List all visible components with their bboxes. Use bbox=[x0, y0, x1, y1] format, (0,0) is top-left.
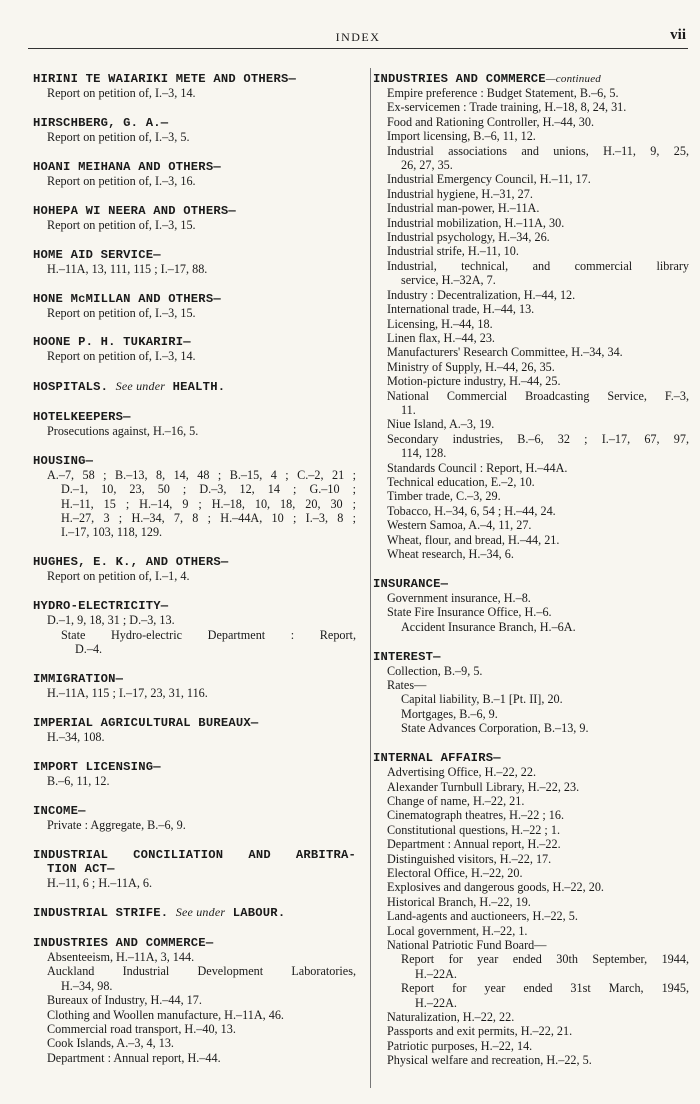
entry-heading: INSURANCE— bbox=[373, 576, 449, 591]
index-entry bbox=[33, 454, 356, 540]
entry-subline: Manufacturers' Research Committee, H.–34, 34. bbox=[387, 345, 623, 360]
entry-subline: Report for year ended 30th September, 1944, bbox=[401, 952, 689, 967]
index-entry bbox=[33, 716, 356, 744]
continued-label: —continued bbox=[545, 73, 601, 85]
entry-subline: Report on petition of, I.–3, 14. bbox=[47, 86, 196, 100]
index-entry bbox=[373, 72, 689, 561]
index-entry bbox=[33, 204, 356, 232]
entry-subline: Absenteeism, H.–11A, 3, 144. bbox=[47, 949, 195, 964]
entry-subline: H.–11A, 115 ; I.–17, 23, 31, 116. bbox=[47, 685, 208, 700]
entry-subline: Niue Island, A.–3, 19. bbox=[387, 417, 495, 432]
index-entry bbox=[33, 410, 356, 438]
entry-subline: Alexander Turnbull Library, H.–22, 23. bbox=[387, 779, 580, 794]
entry-subline: International trade, H.–44, 13. bbox=[387, 302, 535, 317]
entry-subline: D.–1, 10, 23, 50 ; D.–3, 12, 14 ; G.–10 ; bbox=[61, 482, 356, 497]
index-entry bbox=[33, 292, 356, 320]
entry-subline: H.–22A. bbox=[415, 966, 457, 981]
entry-subline: Report on petition of, I.–1, 4. bbox=[47, 569, 190, 584]
index-entry bbox=[33, 335, 356, 363]
entry-heading-text: INDUSTRIAL STRIFE. bbox=[33, 906, 169, 921]
entry-subline: State Hydro-electric Department : Report, bbox=[61, 627, 356, 642]
entry-heading: HOTELKEEPERS— bbox=[33, 409, 131, 424]
entry-subline: Change of name, H.–22, 21. bbox=[387, 793, 525, 808]
entry-subline: Industry : Decentralization, H.–44, 12. bbox=[387, 287, 576, 302]
page-header bbox=[28, 26, 688, 49]
entry-subline: Import licensing, B.–6, 11, 12. bbox=[387, 129, 536, 144]
entry-subline: Historical Branch, H.–22, 19. bbox=[387, 894, 531, 909]
entry-subline: Report for year ended 31st March, 1945, bbox=[401, 981, 689, 996]
entry-subline: National Patriotic Fund Board— bbox=[387, 938, 547, 953]
see-under-label: See under bbox=[175, 905, 226, 920]
entry-heading: HYDRO-ELECTRICITY— bbox=[33, 599, 169, 614]
entry-subline: Empire preference : Budget Statement, B.–6, 5. bbox=[387, 86, 619, 100]
entry-heading: HOME AID SERVICE— bbox=[33, 247, 161, 262]
entry-subline: State Advances Corporation, B.–13, 9. bbox=[401, 721, 589, 736]
entry-heading: HIRSCHBERG, G. A.— bbox=[33, 115, 169, 130]
entry-heading: HOONE P. H. TUKARIRI— bbox=[33, 335, 191, 350]
entry-heading: IMPERIAL AGRICULTURAL BUREAUX— bbox=[33, 715, 259, 730]
entry-heading-continued: TION ACT— bbox=[47, 861, 115, 876]
index-entry bbox=[33, 248, 356, 276]
entry-subline: Industrial hygiene, H.–31, 27. bbox=[387, 186, 533, 201]
entry-heading: IMMIGRATION— bbox=[33, 671, 124, 686]
entry-subline: Local government, H.–22, 1. bbox=[387, 923, 528, 938]
entry-subline: Report on petition of, I.–3, 15. bbox=[47, 305, 196, 320]
entry-subline: Industrial man-power, H.–11A. bbox=[387, 201, 540, 216]
entry-subline: Capital liability, B.–1 [Pt. II], 20. bbox=[401, 692, 563, 707]
entry-subline: Industrial associations and unions, H.–11, 9, 25, bbox=[387, 143, 689, 158]
entry-subline: 11. bbox=[401, 402, 416, 417]
entry-heading: INDUSTRIES AND COMMERCE— bbox=[33, 935, 214, 950]
entry-subline: H.–34, 108. bbox=[47, 729, 105, 744]
entry-subline: Ministry of Supply, H.–44, 26, 35. bbox=[387, 359, 555, 374]
entry-heading-text: INDUSTRIES AND COMMERCE bbox=[373, 72, 546, 86]
entry-subline: Auckland Industrial Development Laboratories, bbox=[47, 964, 356, 979]
entry-subline: Report on petition of, I.–3, 16. bbox=[47, 173, 196, 188]
index-entry bbox=[373, 577, 689, 634]
entry-subline: Bureaux of Industry, H.–44, 17. bbox=[47, 993, 202, 1008]
index-entry bbox=[33, 848, 356, 890]
entry-subline: D.–4. bbox=[75, 642, 103, 656]
entry-subline: Tobacco, H.–34, 6, 54 ; H.–44, 24. bbox=[387, 503, 556, 518]
entry-heading: INDUSTRIAL CONCILIATION AND ARBITRA- bbox=[33, 847, 356, 862]
index-entry bbox=[33, 116, 356, 144]
entry-heading: HOHEPA WI NEERA AND OTHERS— bbox=[33, 203, 236, 218]
index-entry bbox=[33, 760, 356, 788]
entry-heading: HIRINI TE WAIARIKI METE AND OTHERS— bbox=[33, 72, 296, 86]
entry-subline: Industrial psychology, H.–34, 26. bbox=[387, 230, 550, 245]
entry-subline: Rates— bbox=[387, 678, 427, 693]
index-entry bbox=[33, 905, 356, 920]
entry-heading: INCOME— bbox=[33, 803, 86, 818]
entry-subline: H.–34, 98. bbox=[61, 978, 113, 993]
page-number: vii bbox=[670, 27, 686, 43]
entry-heading-text: HOSPITALS. bbox=[33, 380, 109, 395]
entry-subline: State Fire Insurance Office, H.–6. bbox=[387, 605, 552, 620]
entry-subline: B.–6, 11, 12. bbox=[47, 773, 110, 788]
entry-subline: Clothing and Woollen manufacture, H.–11A, 46. bbox=[47, 1007, 284, 1022]
entry-subline: Constitutional questions, H.–22 ; 1. bbox=[387, 822, 560, 837]
entry-subline: Physical welfare and recreation, H.–22, 5. bbox=[387, 1053, 592, 1068]
entry-subline: Industrial strife, H.–11, 10. bbox=[387, 244, 519, 259]
entry-subline: Commercial road transport, H.–40, 13. bbox=[47, 1021, 236, 1036]
entry-subline: Advertising Office, H.–22, 22. bbox=[387, 765, 537, 780]
entry-subline: Private : Aggregate, B.–6, 9. bbox=[47, 817, 186, 832]
entry-subline: Licensing, H.–44, 18. bbox=[387, 316, 493, 331]
entry-subline: Ex-servicemen : Trade training, H.–18, 8, 24, 31. bbox=[387, 100, 627, 115]
entry-subline: Secondary industries, B.–6, 32 ; I.–17, 67, 97, bbox=[387, 431, 689, 446]
entry-heading bbox=[33, 379, 356, 394]
index-entry bbox=[33, 379, 356, 394]
entry-subline: Patriotic purposes, H.–22, 14. bbox=[387, 1038, 533, 1053]
index-entry bbox=[33, 599, 356, 656]
entry-subline: Standards Council : Report, H.–44A. bbox=[387, 460, 568, 475]
entry-subline: Accident Insurance Branch, H.–6A. bbox=[401, 619, 576, 634]
entry-subline: H.–11, 6 ; H.–11A, 6. bbox=[47, 875, 153, 890]
cross-reference: HEALTH. bbox=[172, 380, 226, 395]
index-entry bbox=[33, 672, 356, 700]
index-entry bbox=[373, 751, 689, 1068]
entry-subline: Wheat research, H.–34, 6. bbox=[387, 547, 514, 561]
index-entry bbox=[33, 936, 356, 1065]
entry-subline: Passports and exit permits, H.–22, 21. bbox=[387, 1024, 573, 1039]
entry-subline: Naturalization, H.–22, 22. bbox=[387, 1010, 515, 1025]
index-entry bbox=[33, 160, 356, 188]
entry-subline: I.–17, 103, 118, 129. bbox=[61, 525, 163, 540]
entry-subline: Cook Islands, A.–3, 4, 13. bbox=[47, 1036, 174, 1051]
entry-subline: A.–7, 58 ; B.–13, 8, 14, 48 ; B.–15, 4 ; C.–2, 21 ; bbox=[47, 467, 356, 482]
entry-heading: INTEREST— bbox=[373, 649, 441, 664]
entry-subline: National Commercial Broadcasting Service, F.–3, bbox=[387, 388, 689, 403]
entry-subline: service, H.–32A, 7. bbox=[401, 273, 496, 288]
entry-subline: Report on petition of, I.–3, 15. bbox=[47, 217, 196, 232]
see-under-label: See under bbox=[115, 379, 166, 394]
entry-subline: Government insurance, H.–8. bbox=[387, 590, 531, 605]
entry-subline: Industrial, technical, and commercial library bbox=[387, 258, 689, 273]
entry-subline: Industrial Emergency Council, H.–11, 17. bbox=[387, 172, 591, 187]
entry-subline: Wheat, flour, and bread, H.–44, 21. bbox=[387, 532, 560, 547]
index-entry bbox=[33, 804, 356, 832]
entry-heading: IMPORT LICENSING— bbox=[33, 759, 161, 774]
entry-heading: INTERNAL AFFAIRS— bbox=[373, 751, 501, 766]
entry-heading: HOUSING— bbox=[33, 453, 94, 468]
entry-subline: Collection, B.–9, 5. bbox=[387, 663, 483, 678]
entry-subline: Prosecutions against, H.–16, 5. bbox=[47, 423, 199, 438]
index-column-left bbox=[33, 72, 356, 1081]
entry-heading: HUGHES, E. K., AND OTHERS— bbox=[33, 555, 229, 570]
entry-subline: H.–11A, 13, 111, 115 ; I.–17, 88. bbox=[47, 261, 208, 276]
entry-subline: H.–22A. bbox=[415, 995, 457, 1010]
cross-reference: LABOUR. bbox=[232, 906, 286, 921]
entry-subline: Cinematograph theatres, H.–22 ; 16. bbox=[387, 808, 565, 823]
entry-heading: HONE McMILLAN AND OTHERS— bbox=[33, 291, 221, 306]
entry-subline: Linen flax, H.–44, 23. bbox=[387, 330, 495, 345]
entry-subline: Department : Annual report, H.–44. bbox=[47, 1050, 221, 1065]
entry-subline: 114, 128. bbox=[401, 446, 447, 461]
entry-subline: Report on petition of, I.–3, 14. bbox=[47, 349, 196, 364]
index-entry bbox=[373, 650, 689, 736]
entry-heading: HOANI MEIHANA AND OTHERS— bbox=[33, 159, 221, 174]
index-entry bbox=[33, 555, 356, 583]
entry-subline: 26, 27, 35. bbox=[401, 158, 453, 173]
entry-subline: Distinguished visitors, H.–22, 17. bbox=[387, 851, 552, 866]
entry-subline: Technical education, E.–2, 10. bbox=[387, 474, 535, 489]
entry-heading bbox=[373, 72, 689, 86]
page-title: INDEX bbox=[335, 30, 381, 44]
entry-subline: Explosives and dangerous goods, H.–22, 20. bbox=[387, 880, 604, 895]
index-column-right bbox=[370, 68, 689, 1088]
entry-subline: Timber trade, C.–3, 29. bbox=[387, 489, 501, 504]
entry-subline: Industrial mobilization, H.–11A, 30. bbox=[387, 215, 565, 230]
entry-subline: H.–27, 3 ; H.–34, 7, 8 ; H.–44A, 10 ; I.–3, 8 ; bbox=[61, 510, 356, 525]
entry-subline: Land-agents and auctioneers, H.–22, 5. bbox=[387, 909, 578, 924]
index-entry bbox=[33, 72, 356, 100]
entry-subline: Mortgages, B.–6, 9. bbox=[401, 706, 498, 721]
entry-subline: Food and Rationing Controller, H.–44, 30. bbox=[387, 114, 595, 129]
entry-subline: Report on petition of, I.–3, 5. bbox=[47, 129, 190, 144]
entry-subline: Western Samoa, A.–4, 11, 27. bbox=[387, 518, 532, 533]
entry-heading bbox=[33, 905, 356, 920]
entry-subline: D.–1, 9, 18, 31 ; D.–3, 13. bbox=[47, 613, 175, 628]
entry-subline: Department : Annual report, H.–22. bbox=[387, 837, 561, 852]
entry-subline: H.–11, 15 ; H.–14, 9 ; H.–18, 10, 18, 20, 30 ; bbox=[61, 496, 356, 511]
entry-subline: Motion-picture industry, H.–44, 25. bbox=[387, 374, 561, 389]
entry-subline: Electoral Office, H.–22, 20. bbox=[387, 866, 523, 880]
